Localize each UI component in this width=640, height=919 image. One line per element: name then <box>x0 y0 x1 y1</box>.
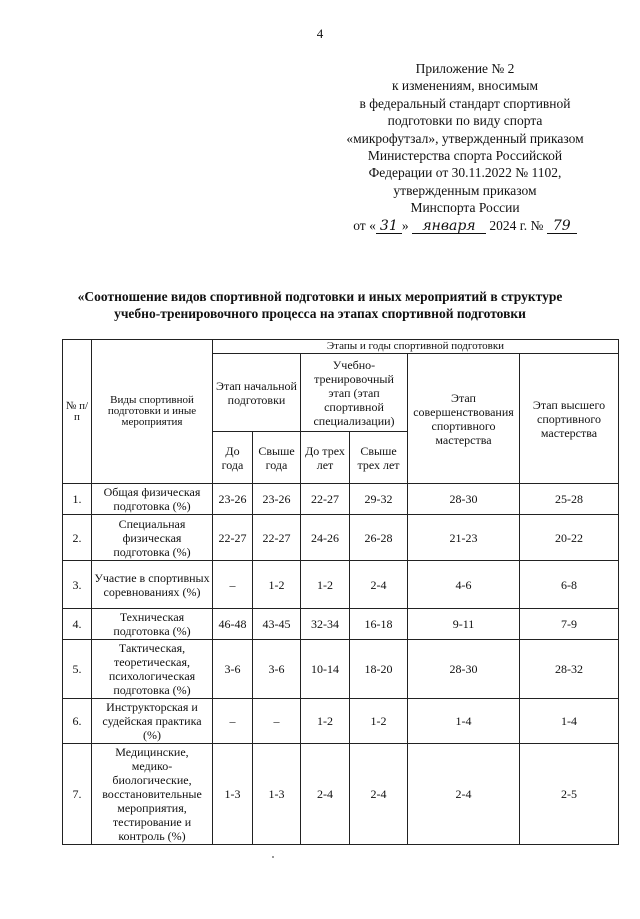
cell-value: 1-2 <box>301 561 350 609</box>
cell-value: 1-2 <box>253 561 301 609</box>
row-activity: Тактическая, теоретическая, психологическая подготовка (%) <box>92 640 213 699</box>
cell-value: 23-26 <box>253 484 301 515</box>
appendix-line: «микрофутзал», утвержденный приказом <box>346 130 584 146</box>
row-num: 4. <box>63 609 92 640</box>
row-num: 7. <box>63 744 92 845</box>
row-activity: Инструкторская и судейская практика (%) <box>92 699 213 744</box>
cell-value: 18-20 <box>350 640 408 699</box>
header-training-sub2: Свыше трех лет <box>350 432 408 484</box>
table-row <box>63 699 619 744</box>
cell-value: 9-11 <box>408 609 520 640</box>
title-line-1: «Соотношение видов спортивной подготовки и иных мероприятий в структуре <box>77 289 563 304</box>
cell-value: 25-28 <box>520 484 619 515</box>
row-num: 2. <box>63 515 92 561</box>
header-training-sub1: До трех лет <box>301 432 350 484</box>
header-training-stage: Учебно-тренировочный этап (этап спортивной специализации) <box>301 354 408 432</box>
cell-value: 1-2 <box>301 699 350 744</box>
order-mid: » <box>401 217 409 233</box>
order-month: января <box>412 219 486 234</box>
cell-value: 20-22 <box>520 515 619 561</box>
table-row <box>63 744 619 845</box>
cell-value: 22-27 <box>213 515 253 561</box>
header-initial-sub2: Свыше года <box>253 432 301 484</box>
table-row <box>63 640 619 699</box>
title-line-2: учебно-тренировочного процесса на этапах спортивной подготовки <box>114 306 526 321</box>
row-activity: Медицинские, медико-биологические, восстановительные мероприятия, тестирование и контроль (%) <box>92 744 213 845</box>
table-row <box>63 484 619 515</box>
cell-value: 46-48 <box>213 609 253 640</box>
appendix-line: Министерства спорта Российской <box>367 148 563 164</box>
cell-value: – <box>213 561 253 609</box>
training-ratio-table <box>62 339 619 845</box>
cell-value: 2-4 <box>350 744 408 845</box>
cell-value: 7-9 <box>520 609 619 640</box>
cell-value: 28-30 <box>408 484 520 515</box>
cell-value: 2-4 <box>408 744 520 845</box>
appendix-line: Федерации от 30.11.2022 № 1102, <box>368 165 562 181</box>
scan-speck <box>272 856 274 858</box>
appendix-line: Приложение № 2 <box>415 61 515 76</box>
cell-value: 24-26 <box>301 515 350 561</box>
order-prefix: от « <box>353 217 376 233</box>
cell-value: 28-32 <box>520 640 619 699</box>
cell-value: 6-8 <box>520 561 619 609</box>
cell-value: 1-3 <box>253 744 301 845</box>
row-num: 5. <box>63 640 92 699</box>
row-num: 1. <box>63 484 92 515</box>
document-title <box>60 288 580 322</box>
header-activity: Виды спортивной подготовки и иные мероприятия <box>92 340 213 484</box>
cell-value: 1-2 <box>350 699 408 744</box>
cell-value: 2-4 <box>350 561 408 609</box>
cell-value: 22-27 <box>301 484 350 515</box>
order-day: 31 <box>376 219 402 234</box>
cell-value: 21-23 <box>408 515 520 561</box>
row-activity: Общая физическая подготовка (%) <box>92 484 213 515</box>
header-initial-sub1: До года <box>213 432 253 484</box>
row-activity: Участие в спортивных соревнованиях (%) <box>92 561 213 609</box>
order-number: 79 <box>547 219 577 234</box>
row-activity: Специальная физическая подготовка (%) <box>92 515 213 561</box>
cell-value: 43-45 <box>253 609 301 640</box>
cell-value: 28-30 <box>408 640 520 699</box>
appendix-line: в федеральный стандарт спортивной <box>359 95 571 111</box>
cell-value: 1-3 <box>213 744 253 845</box>
cell-value: 2-5 <box>520 744 619 845</box>
header-highest-stage: Этап высшего спортивного мастерства <box>520 354 619 484</box>
cell-value: 4-6 <box>408 561 520 609</box>
page-number: 4 <box>316 26 324 41</box>
table-row <box>63 515 619 561</box>
appendix-line: утвержденным приказом <box>393 182 537 198</box>
cell-value: 23-26 <box>213 484 253 515</box>
cell-value: 10-14 <box>301 640 350 699</box>
cell-value: 3-6 <box>213 640 253 699</box>
appendix-line: к изменениям, вносимым <box>391 78 539 94</box>
cell-value: 3-6 <box>253 640 301 699</box>
cell-value: 2-4 <box>301 744 350 845</box>
cell-value: 1-4 <box>408 699 520 744</box>
order-reference <box>340 217 590 234</box>
appendix-line: подготовки по виду спорта <box>387 113 543 129</box>
header-improvement-stage: Этап совершенствования спортивного мастерства <box>408 354 520 484</box>
row-num: 6. <box>63 699 92 744</box>
table-row <box>63 561 619 609</box>
cell-value: 22-27 <box>253 515 301 561</box>
cell-value: 26-28 <box>350 515 408 561</box>
table-row <box>63 609 619 640</box>
row-activity: Техническая подготовка (%) <box>92 609 213 640</box>
cell-value: 16-18 <box>350 609 408 640</box>
appendix-header <box>340 60 590 234</box>
cell-value: 1-4 <box>520 699 619 744</box>
order-year: 2024 г. № <box>489 217 544 233</box>
cell-value: – <box>253 699 301 744</box>
cell-value: – <box>213 699 253 744</box>
cell-value: 29-32 <box>350 484 408 515</box>
header-stages-group: Этапы и годы спортивной подготовки <box>213 340 619 354</box>
appendix-line: Минспорта России <box>410 200 520 216</box>
header-num: № п/п <box>63 340 92 484</box>
row-num: 3. <box>63 561 92 609</box>
cell-value: 32-34 <box>301 609 350 640</box>
header-initial-stage: Этап начальной подготовки <box>213 354 301 432</box>
